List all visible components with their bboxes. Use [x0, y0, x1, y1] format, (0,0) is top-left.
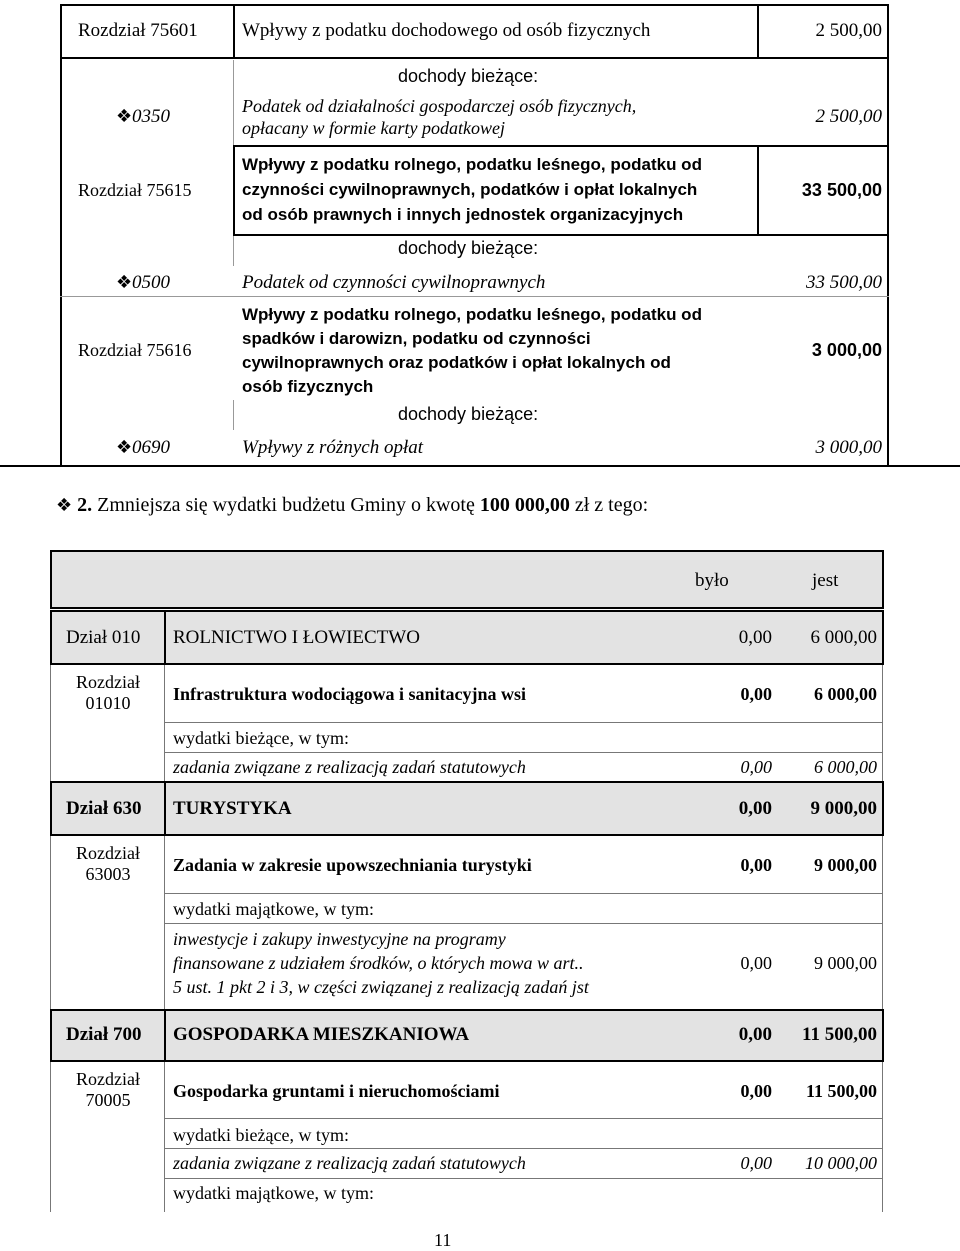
chapter-75601-label: Rozdział 75601	[78, 20, 198, 41]
chapter-01010-bylo: 0,00	[740, 684, 772, 704]
income-current-heading-3: dochody bieżące:	[398, 404, 539, 424]
chapter-75616-line4: osób fizycznych	[242, 377, 374, 396]
section-number: 2.	[77, 494, 93, 516]
chapter-75616-amount: 3 000,00	[811, 340, 882, 360]
chapter-75616-line2: spadków i darowizn, podatku od czynności	[242, 329, 591, 348]
chapter-75616-line1: Wpływy z podatku rolnego, podatku leśnego, podatku od	[242, 305, 702, 324]
chapter-75601-title: Wpływy z podatku dochodowego od osób fizycznych	[242, 20, 651, 41]
division-700-label: Dział 700	[66, 1024, 142, 1045]
code-0350-desc-line2: opłacany w formie karty podatkowej	[242, 118, 505, 138]
statutory-tasks-2: zadania związane z realizacją zadań statutowych	[173, 1153, 526, 1173]
statutory-tasks-2-jest: 10 000,00	[805, 1153, 877, 1173]
current-expenses-label-2: wydatki bieżące, w tym:	[173, 1125, 349, 1145]
investments-line1: inwestycje i zakupy inwestycyjne na programy	[173, 929, 506, 949]
statutory-tasks-1-jest: 6 000,00	[814, 757, 877, 777]
chapter-75615-line3: od osób prawnych i innych jednostek organizacyjnych	[242, 205, 684, 224]
division-700-title: GOSPODARKA MIESZKANIOWA	[173, 1024, 470, 1045]
division-630-jest: 9 000,00	[810, 798, 877, 819]
current-expenses-label-1: wydatki bieżące, w tym:	[173, 728, 349, 748]
division-700-jest: 11 500,00	[802, 1024, 877, 1045]
diamond-bullet-icon: ❖	[116, 272, 133, 292]
page-number: 11	[434, 1230, 452, 1250]
code-0350-desc-line1: Podatek od działalności gospodarczej osób fizycznych,	[242, 96, 637, 116]
chapter-75616-line3: cywilnoprawnych oraz podatków i opłat lokalnych od	[242, 353, 671, 372]
code-0690-desc: Wpływy z różnych opłat	[242, 437, 424, 458]
chapter-63003-label	[52, 843, 164, 885]
chapter-70005-label	[52, 1069, 164, 1111]
chapter-75601-amount: 2 500,00	[815, 20, 882, 41]
chapter-70005-label-1: Rozdział	[76, 1069, 140, 1089]
chapter-01010-label-2: 01010	[85, 693, 131, 713]
code-0500: 0500	[132, 272, 170, 293]
chapter-70005-jest: 11 500,00	[805, 1081, 877, 1101]
division-630-label: Dział 630	[66, 798, 142, 819]
statutory-tasks-2-bylo: 0,00	[740, 1153, 772, 1173]
capital-expenses-label-2: wydatki majątkowe, w tym:	[173, 1183, 374, 1203]
chapter-75616-label: Rozdział 75616	[78, 340, 192, 360]
income-current-heading-2: dochody bieżące:	[398, 238, 539, 258]
code-0500-desc: Podatek od czynności cywilnoprawnych	[242, 272, 546, 293]
code-0350: 0350	[132, 106, 170, 127]
section-text-after: zł z tego:	[569, 494, 649, 516]
investments-bylo: 0,00	[740, 953, 772, 973]
section-2-paragraph	[56, 494, 648, 517]
division-010-jest: 6 000,00	[810, 627, 877, 648]
capital-expenses-label-1: wydatki majątkowe, w tym:	[173, 899, 374, 919]
section-amount: 100 000,00	[479, 494, 570, 516]
code-0690: 0690	[132, 437, 170, 458]
investments-line3: 5 ust. 1 pkt 2 i 3, w części związanej z realizacją zadań jst	[173, 977, 589, 997]
code-0500-amount: 33 500,00	[806, 272, 882, 293]
chapter-63003-jest: 9 000,00	[814, 855, 877, 875]
statutory-tasks-1: zadania związane z realizacją zadań statutowych	[173, 757, 526, 777]
column-header-bylo: było	[695, 570, 729, 591]
division-630-bylo: 0,00	[738, 798, 772, 819]
column-header-jest: jest	[812, 570, 839, 591]
chapter-01010-jest: 6 000,00	[814, 684, 877, 704]
chapter-70005-bylo: 0,00	[740, 1081, 772, 1101]
code-0350-amount: 2 500,00	[815, 106, 882, 127]
statutory-tasks-1-bylo: 0,00	[740, 757, 772, 777]
chapter-75615-amount: 33 500,00	[801, 180, 882, 200]
investments-line2: finansowane z udziałem środków, o których mowa w art..	[173, 953, 584, 973]
diamond-bullet-icon: ❖	[56, 495, 73, 515]
division-010-title: ROLNICTWO I ŁOWIECTWO	[173, 627, 420, 648]
chapter-01010-label-1: Rozdział	[76, 672, 140, 692]
chapter-70005-title: Gospodarka gruntami i nieruchomościami	[173, 1081, 500, 1101]
chapter-70005-label-2: 70005	[85, 1090, 131, 1110]
code-0690-amount: 3 000,00	[815, 437, 882, 458]
chapter-75615-line1: Wpływy z podatku rolnego, podatku leśnego, podatku od	[242, 155, 702, 174]
chapter-63003-bylo: 0,00	[740, 855, 772, 875]
chapter-75615-line2: czynności cywilnoprawnych, podatków i opłat lokalnych	[242, 180, 698, 199]
investments-jest: 9 000,00	[814, 953, 877, 973]
division-700-bylo: 0,00	[738, 1024, 772, 1045]
income-current-heading-1: dochody bieżące:	[398, 66, 539, 86]
diamond-bullet-icon: ❖	[116, 106, 133, 126]
division-010-bylo: 0,00	[738, 627, 772, 648]
division-630-title: TURYSTYKA	[173, 798, 292, 819]
chapter-01010-label	[52, 672, 164, 714]
chapter-63003-label-2: 63003	[85, 864, 131, 884]
diamond-bullet-icon: ❖	[116, 437, 133, 457]
division-010-label: Dział 010	[66, 627, 141, 648]
chapter-63003-label-1: Rozdział	[76, 843, 140, 863]
chapter-75615-label: Rozdział 75615	[78, 180, 192, 200]
chapter-63003-title: Zadania w zakresie upowszechniania turystyki	[173, 855, 532, 875]
chapter-01010-title: Infrastruktura wodociągowa i sanitacyjna wsi	[173, 684, 527, 704]
section-text-before: Zmniejsza się wydatki budżetu Gminy o kwotę	[92, 494, 480, 516]
